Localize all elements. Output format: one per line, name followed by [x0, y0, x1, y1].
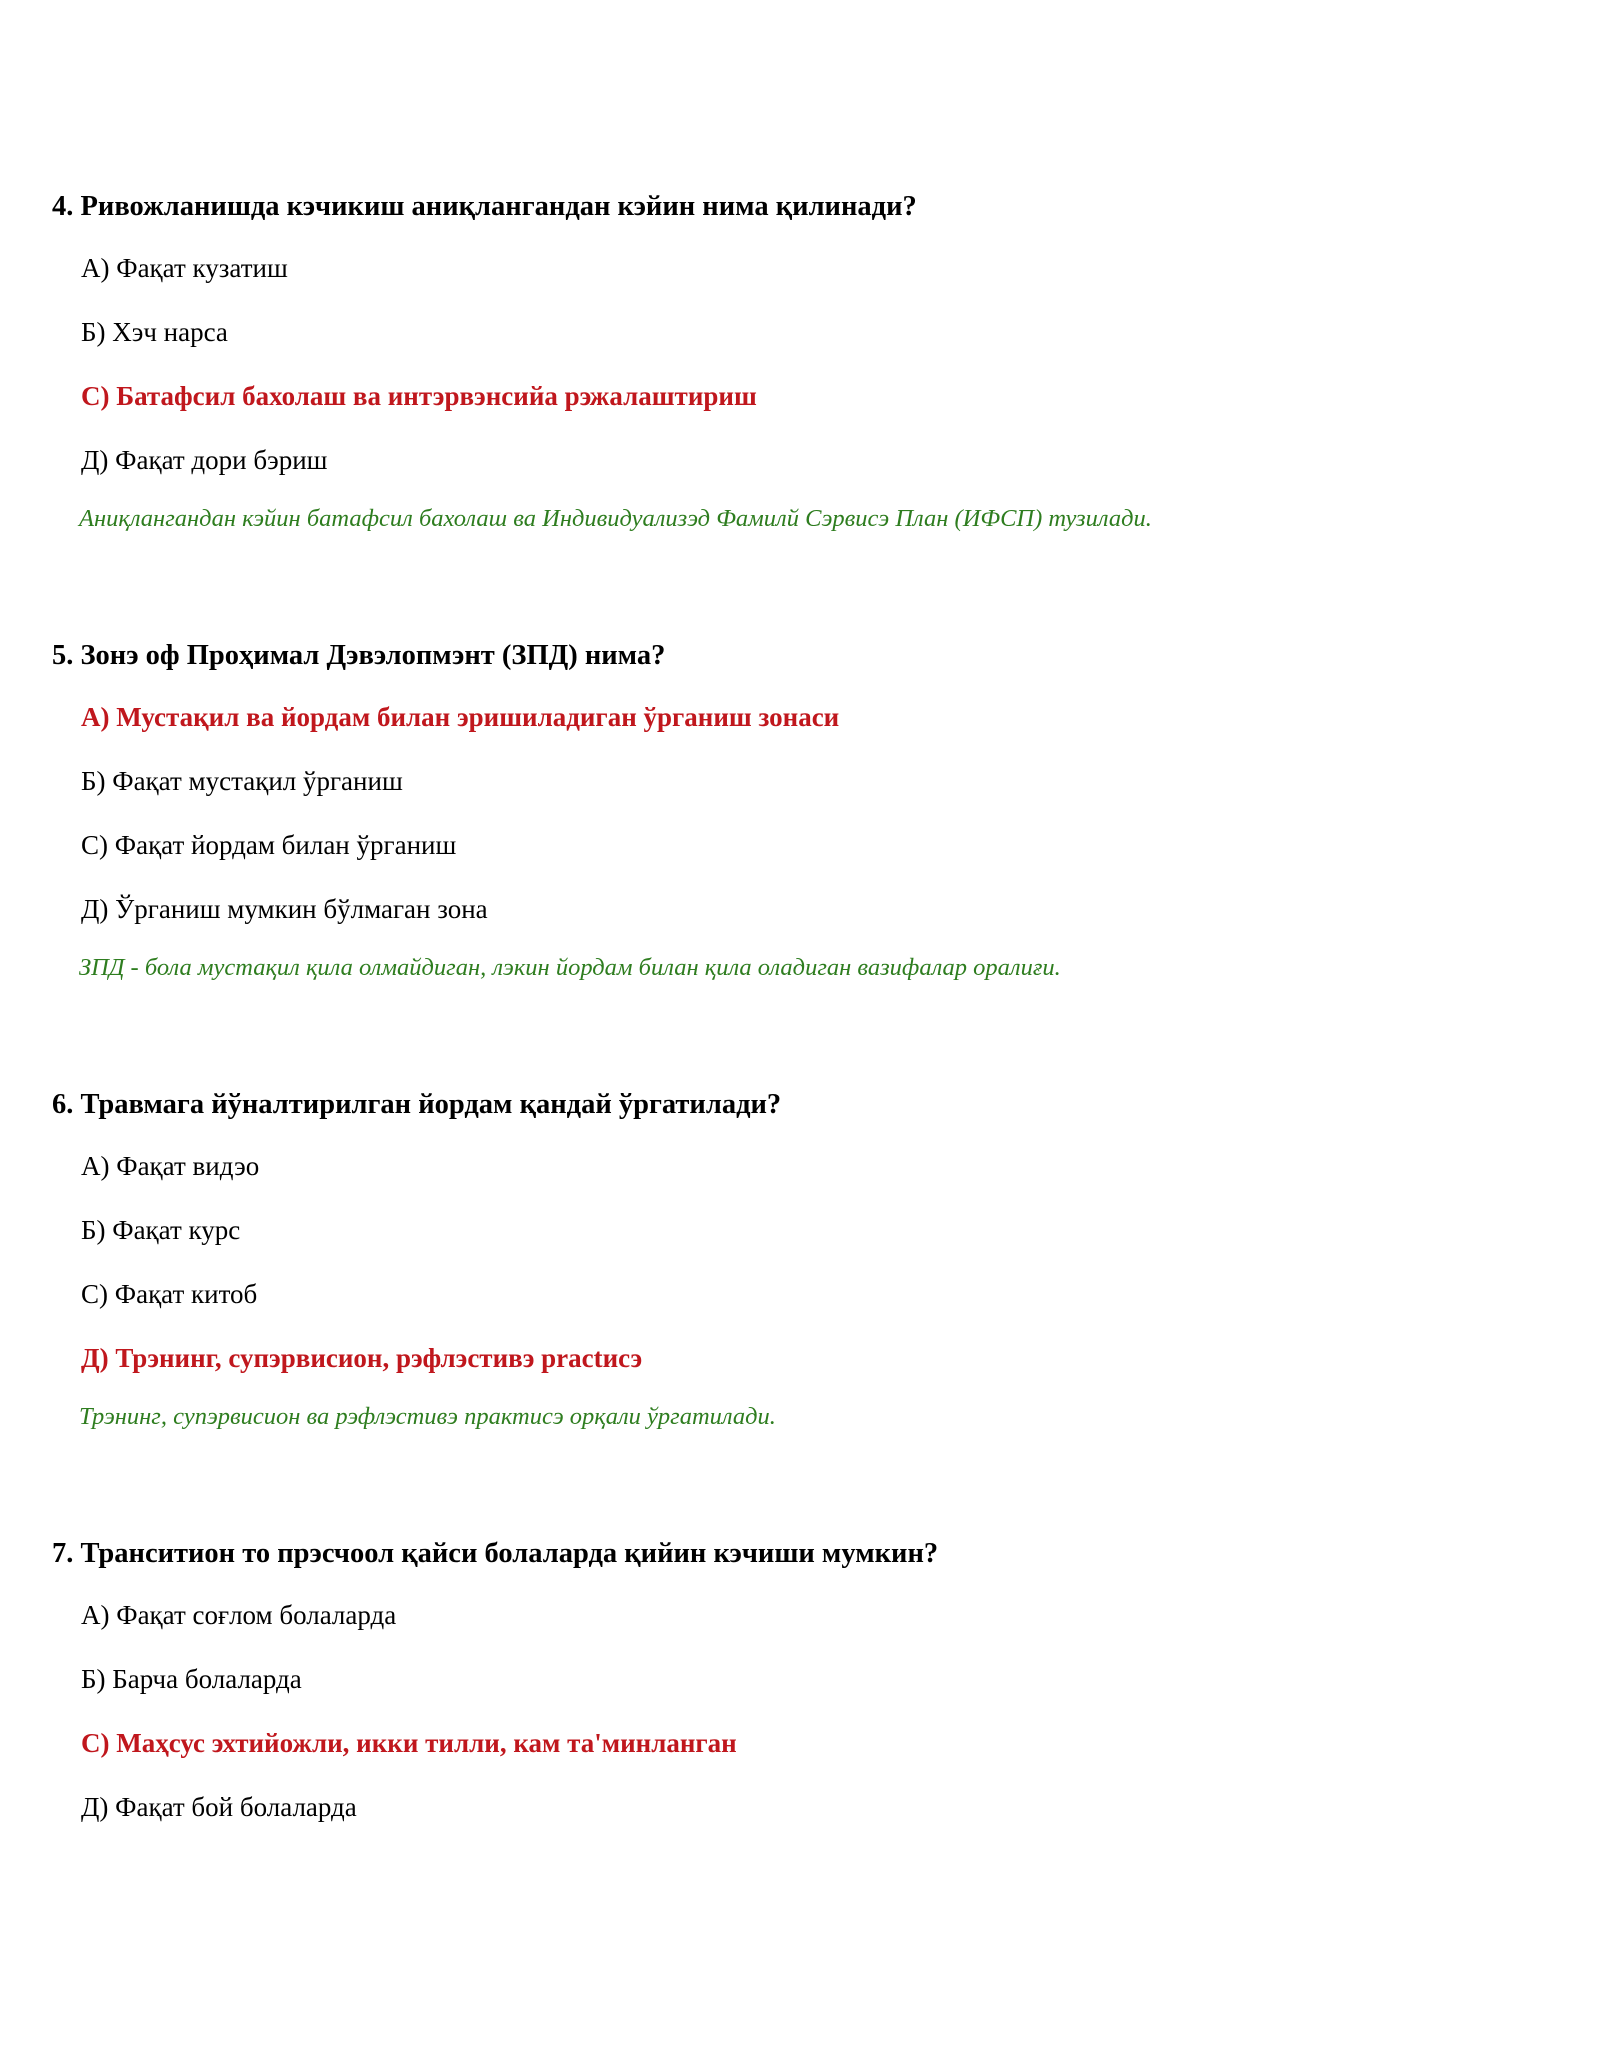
option-c-correct: С) Маҳсус эхтийожли, икки тилли, кам та'минланган: [81, 1728, 737, 1758]
option-a: А) Фақат кузатиш: [81, 253, 288, 283]
question-title: 6. Травмага йўналтирилган йордам қандай ўргатилади?: [52, 1089, 782, 1120]
options-list: [52, 251, 1552, 507]
question-6: [52, 1087, 1552, 1433]
explanation: Трэнинг, супэрвисион ва рэфлэстивэ практисэ орқали ўргатилади.: [79, 1403, 776, 1430]
question-5: [52, 638, 1552, 984]
explanation: Аниқлангандан кэйин батафсил бахолаш ва Индивидуализэд Фамилй Сэрвисэ План (ИФСП) тузилади.: [79, 505, 1152, 532]
explanation: ЗПД - бола мустақил қила олмайдиган, лэкин йордам билан қила оладиган вазифалар оралиғи.: [79, 954, 1061, 981]
option-a: А) Фақат соғлом болаларда: [81, 1600, 397, 1630]
question-title: 4. Ривожланишда кэчикиш аниқлангандан кэйин нима қилинади?: [52, 191, 917, 222]
option-a-correct: А) Мустақил ва йордам билан эришиладиган ўрганиш зонаси: [81, 702, 840, 732]
option-c: С) Фақат китоб: [81, 1279, 258, 1309]
option-d: Д) Фақат дори бэриш: [81, 445, 328, 475]
question-title: 7. Транситион то прэсчоол қайси болаларда қийин кэчиши мумкин?: [52, 1538, 939, 1569]
question-7: [52, 1536, 1552, 1854]
options-list: [52, 700, 1552, 956]
option-d: Д) Фақат бой болаларда: [81, 1792, 357, 1822]
question-title: 5. Зонэ оф Проҳимал Дэвэлопмэнт (ЗПД) нима?: [52, 640, 666, 671]
option-b: Б) Барча болаларда: [81, 1664, 302, 1694]
option-b: Б) Хэч нарса: [81, 317, 228, 347]
option-c: С) Фақат йордам билан ўрганиш: [81, 830, 457, 860]
option-d: Д) Ўрганиш мумкин бўлмаган зона: [81, 894, 488, 924]
option-d-correct: Д) Трэнинг, супэрвисион, рэфлэстивэ practисэ: [81, 1343, 643, 1373]
option-c-correct: С) Батафсил бахолаш ва интэрвэнсийа рэжалаштириш: [81, 381, 757, 411]
options-list: [52, 1149, 1552, 1405]
question-4: [52, 189, 1552, 535]
option-a: А) Фақат видэо: [81, 1151, 260, 1181]
options-list: [52, 1598, 1552, 1854]
option-b: Б) Фақат курс: [81, 1215, 241, 1245]
option-b: Б) Фақат мустақил ўрганиш: [81, 766, 403, 796]
